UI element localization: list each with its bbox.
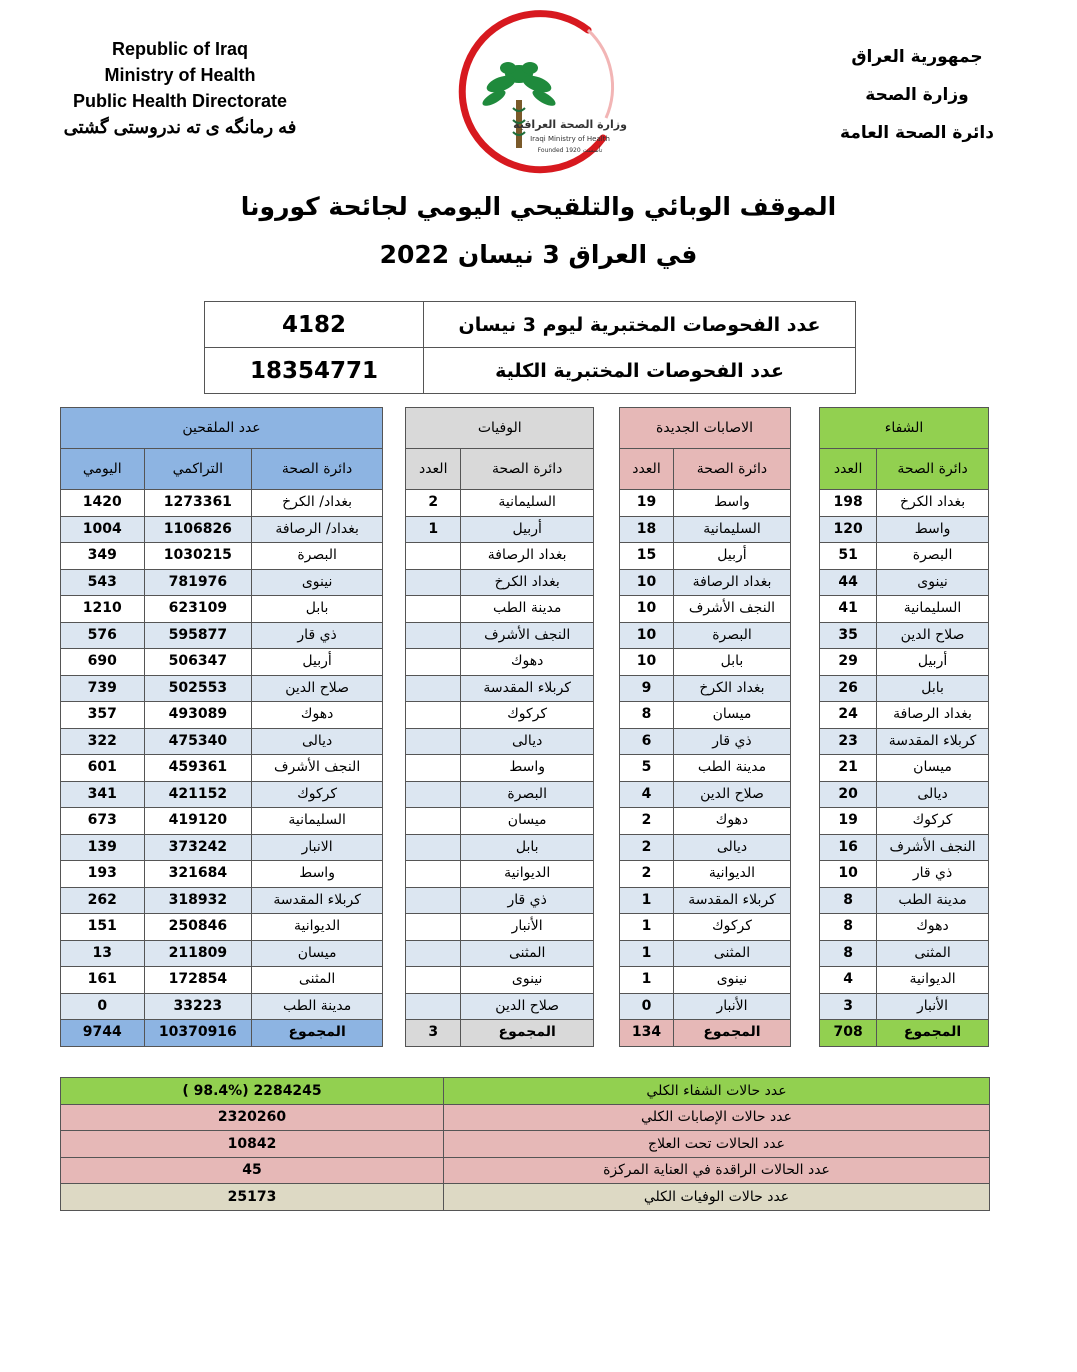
- vaccinated-cumulative: 421152: [144, 781, 252, 808]
- vaccinated-cumulative: 781976: [144, 569, 252, 596]
- table-row: [61, 596, 989, 623]
- deaths-count: [406, 967, 461, 994]
- header-country-en: Republic of Iraq: [111, 39, 248, 59]
- cases-directorate: بغداد الرصافة: [674, 569, 790, 596]
- governorate-rows: [61, 490, 989, 1020]
- vaccinated-cumulative: 373242: [144, 834, 252, 861]
- deaths-count: [406, 834, 461, 861]
- recovered-total: 708: [820, 1020, 877, 1047]
- vaccinated-daily: 0: [61, 993, 145, 1020]
- vaccinated-daily: 543: [61, 569, 145, 596]
- cases-directorate: مدينة الطب: [674, 755, 790, 782]
- vaccinated-daily: 739: [61, 675, 145, 702]
- active-cases-value: 10842: [61, 1131, 444, 1158]
- vaccinated-daily: 1420: [61, 490, 145, 517]
- vaccinated-directorate: بغداد/ الرصافة: [252, 516, 383, 543]
- summary-table: [60, 1077, 990, 1211]
- deaths-count: [406, 728, 461, 755]
- table-row: [61, 516, 989, 543]
- cases-count: 0: [619, 993, 674, 1020]
- recovered-count: 8: [820, 940, 877, 967]
- cases-count-header: العدد: [619, 449, 674, 490]
- vaccinated-directorate: الديوانية: [252, 914, 383, 941]
- cases-count: 1: [619, 940, 674, 967]
- report-date-line: في العراق 3 نيسان 2022: [379, 240, 698, 269]
- summary-row-icu-cases: [61, 1157, 990, 1184]
- vaccinated-daily: 690: [61, 649, 145, 676]
- vaccinated-section-header: عدد الملقحين: [61, 408, 383, 449]
- cases-count: 10: [619, 569, 674, 596]
- cases-directorate: بغداد الكرخ: [674, 675, 790, 702]
- logo-founded: Founded 1920 تأسست: [537, 147, 603, 154]
- total-recovered-value: 2284245 (98.4% ): [61, 1078, 444, 1105]
- recovered-directorate: ذي قار: [877, 861, 989, 888]
- cases-directorate: كربلاء المقدسة: [674, 887, 790, 914]
- deaths-directorate: الأنبار: [461, 914, 594, 941]
- recovered-count: 24: [820, 702, 877, 729]
- icu-cases-label: عدد الحالات الراقدة في العناية المركزة: [444, 1157, 990, 1184]
- deaths-count: [406, 755, 461, 782]
- recovered-directorate: البصرة: [877, 543, 989, 570]
- cases-directorate: بابل: [674, 649, 790, 676]
- recovered-directorate: السليمانية: [877, 596, 989, 623]
- deaths-total: 3: [406, 1020, 461, 1047]
- total-cases-label: عدد حالات الإصابات الكلي: [444, 1104, 990, 1131]
- section-header-row: [61, 408, 989, 449]
- table-row: [61, 755, 989, 782]
- deaths-directorate: بابل: [461, 834, 594, 861]
- deaths-directorate: صلاح الدين: [461, 993, 594, 1020]
- deaths-count: [406, 702, 461, 729]
- recovered-count: 44: [820, 569, 877, 596]
- daily-tests-value: 4182: [205, 302, 424, 348]
- recovered-directorate: النجف الأشرف: [877, 834, 989, 861]
- deaths-count: [406, 781, 461, 808]
- deaths-total-label: المجموع: [461, 1020, 594, 1047]
- recovered-directorate: بغداد الكرخ: [877, 490, 989, 517]
- vaccinated-daily: 193: [61, 861, 145, 888]
- vaccinated-daily: 673: [61, 808, 145, 835]
- cases-count: 5: [619, 755, 674, 782]
- deaths-directorate: بغداد الكرخ: [461, 569, 594, 596]
- table-row: [61, 781, 989, 808]
- vaccinated-directorate: مدينة الطب: [252, 993, 383, 1020]
- table-row: [61, 993, 989, 1020]
- deaths-directorate: كربلاء المقدسة: [461, 675, 594, 702]
- vaccinated-cumulative: 623109: [144, 596, 252, 623]
- recovered-directorate: نينوى: [877, 569, 989, 596]
- vaccinated-daily-total: 9744: [61, 1020, 145, 1047]
- recovered-directorate: صلاح الدين: [877, 622, 989, 649]
- vaccinated-cumulative: 211809: [144, 940, 252, 967]
- deaths-count: [406, 808, 461, 835]
- table-row: [61, 914, 989, 941]
- recovered-count: 51: [820, 543, 877, 570]
- vaccinated-directorate: نينوى: [252, 569, 383, 596]
- cases-directorate: البصرة: [674, 622, 790, 649]
- summary-row-total-deaths: [61, 1184, 990, 1211]
- cases-directorate: ديالى: [674, 834, 790, 861]
- deaths-directorate: ذي قار: [461, 887, 594, 914]
- cases-directorate: ميسان: [674, 702, 790, 729]
- recovered-directorate: المثنى: [877, 940, 989, 967]
- total-tests-label: عدد الفحوصات المختبرية الكلية: [424, 348, 856, 394]
- vaccinated-daily: 322: [61, 728, 145, 755]
- totals-row: [61, 1020, 989, 1047]
- deaths-count: [406, 993, 461, 1020]
- vaccinated-directorate: واسط: [252, 861, 383, 888]
- recovered-directorate: ميسان: [877, 755, 989, 782]
- table-row: [61, 569, 989, 596]
- recovered-directorate: ديالى: [877, 781, 989, 808]
- vaccinated-daily: 151: [61, 914, 145, 941]
- cases-directorate: المثنى: [674, 940, 790, 967]
- deaths-directorate: مدينة الطب: [461, 596, 594, 623]
- vaccinated-total-label: المجموع: [252, 1020, 383, 1047]
- cases-total: 134: [619, 1020, 674, 1047]
- vaccinated-cumulative: 250846: [144, 914, 252, 941]
- cases-count: 9: [619, 675, 674, 702]
- cases-directorate: واسط: [674, 490, 790, 517]
- cases-directorate: ذي قار: [674, 728, 790, 755]
- deaths-directorate: ديالى: [461, 728, 594, 755]
- vaccinated-cumulative: 595877: [144, 622, 252, 649]
- total-tests-row: [205, 348, 856, 394]
- table-row: [61, 490, 989, 517]
- deaths-directorate: دهوك: [461, 649, 594, 676]
- recovered-directorate: الأنبار: [877, 993, 989, 1020]
- vaccinated-cumulative: 318932: [144, 887, 252, 914]
- table-row: [61, 940, 989, 967]
- ministry-logo: [438, 8, 638, 178]
- vaccinated-cumulative: 506347: [144, 649, 252, 676]
- table-row: [61, 675, 989, 702]
- vaccinated-directorate: البصرة: [252, 543, 383, 570]
- header-directorate-ar: دائرة الصحة العامة: [840, 123, 994, 143]
- deaths-count: [406, 914, 461, 941]
- deaths-directorate: أربيل: [461, 516, 594, 543]
- icu-cases-value: 45: [61, 1157, 444, 1184]
- vaccinated-directorate: المثنى: [252, 967, 383, 994]
- recovered-count: 8: [820, 887, 877, 914]
- report-title: الموقف الوبائي والتلقيحي اليومي لجائحة كورونا: [240, 192, 837, 221]
- deaths-directorate: نينوى: [461, 967, 594, 994]
- recovered-count-header: العدد: [820, 449, 877, 490]
- table-row: [61, 702, 989, 729]
- vaccinated-daily: 13: [61, 940, 145, 967]
- recovered-count: 26: [820, 675, 877, 702]
- table-row: [61, 649, 989, 676]
- recovered-directorate: كربلاء المقدسة: [877, 728, 989, 755]
- deaths-count: 1: [406, 516, 461, 543]
- table-row: [61, 834, 989, 861]
- vaccinated-daily: 1004: [61, 516, 145, 543]
- vaccinated-daily: 1210: [61, 596, 145, 623]
- recovered-directorate-header: دائرة الصحة: [877, 449, 989, 490]
- cases-count: 2: [619, 861, 674, 888]
- cases-count: 8: [619, 702, 674, 729]
- cases-directorate: السليمانية: [674, 516, 790, 543]
- active-cases-label: عدد الحالات تحت العلاج: [444, 1131, 990, 1158]
- vaccinated-daily: 139: [61, 834, 145, 861]
- table-row: [61, 861, 989, 888]
- vaccinated-daily: 161: [61, 967, 145, 994]
- deaths-directorate: السليمانية: [461, 490, 594, 517]
- cases-count: 6: [619, 728, 674, 755]
- total-recovered-label: عدد حالات الشفاء الكلي: [444, 1078, 990, 1105]
- total-deaths-label: عدد حالات الوفيات الكلي: [444, 1184, 990, 1211]
- vaccinated-directorate: ديالى: [252, 728, 383, 755]
- cases-count: 1: [619, 887, 674, 914]
- cases-directorate: الديوانية: [674, 861, 790, 888]
- header-right-block: [827, 38, 1007, 152]
- recovered-count: 120: [820, 516, 877, 543]
- summary-row-total-cases: [61, 1104, 990, 1131]
- logo-arabic-name: وزارة الصحة العراقية: [513, 118, 627, 131]
- deaths-directorate: واسط: [461, 755, 594, 782]
- recovered-count: 21: [820, 755, 877, 782]
- recovered-directorate: الديوانية: [877, 967, 989, 994]
- deaths-count: [406, 596, 461, 623]
- summary-row-active-cases: [61, 1131, 990, 1158]
- vaccinated-cumulative: 419120: [144, 808, 252, 835]
- column-header-row: [61, 449, 989, 490]
- recovered-count: 35: [820, 622, 877, 649]
- vaccinated-cumulative: 1106826: [144, 516, 252, 543]
- vaccinated-directorate: كركوك: [252, 781, 383, 808]
- cases-count: 2: [619, 834, 674, 861]
- vaccinated-daily: 341: [61, 781, 145, 808]
- logo-english-name: Iraqi Ministry of Health: [530, 135, 610, 143]
- vaccinated-directorate: ذي قار: [252, 622, 383, 649]
- vaccinated-daily: 357: [61, 702, 145, 729]
- recovered-directorate: بابل: [877, 675, 989, 702]
- deaths-directorate: المثنى: [461, 940, 594, 967]
- vaccinated-daily-header: اليومي: [61, 449, 145, 490]
- deaths-directorate: ميسان: [461, 808, 594, 835]
- vaccinated-cumulative: 475340: [144, 728, 252, 755]
- cases-count: 10: [619, 622, 674, 649]
- governorate-stats-table: [60, 407, 989, 1047]
- table-row: [61, 622, 989, 649]
- header-ministry-en: Ministry of Health: [104, 65, 256, 85]
- vaccinated-directorate: صلاح الدين: [252, 675, 383, 702]
- vaccinated-cumulative: 172854: [144, 967, 252, 994]
- vaccinated-cumulative-total: 10370916: [144, 1020, 252, 1047]
- recovered-count: 23: [820, 728, 877, 755]
- deaths-count: [406, 569, 461, 596]
- header-directorate-ku: فه رمانگه ی ته ندروستی گشتی: [63, 117, 297, 137]
- header-left-block: [50, 36, 310, 140]
- deaths-count: 2: [406, 490, 461, 517]
- recovered-count: 198: [820, 490, 877, 517]
- cases-count: 4: [619, 781, 674, 808]
- deaths-directorate-header: دائرة الصحة: [461, 449, 594, 490]
- cases-count: 10: [619, 649, 674, 676]
- cases-count: 19: [619, 490, 674, 517]
- vaccinated-directorate-header: دائرة الصحة: [252, 449, 383, 490]
- recovered-directorate: كركوك: [877, 808, 989, 835]
- deaths-count: [406, 543, 461, 570]
- total-tests-value: 18354771: [205, 348, 424, 394]
- recovered-directorate: أربيل: [877, 649, 989, 676]
- recovered-count: 29: [820, 649, 877, 676]
- deaths-count: [406, 861, 461, 888]
- cases-directorate: كركوك: [674, 914, 790, 941]
- deaths-directorate: بغداد الرصافة: [461, 543, 594, 570]
- deaths-count: [406, 622, 461, 649]
- deaths-count-header: العدد: [406, 449, 461, 490]
- cases-directorate: دهوك: [674, 808, 790, 835]
- deaths-count: [406, 675, 461, 702]
- deaths-count: [406, 649, 461, 676]
- vaccinated-cumulative: 321684: [144, 861, 252, 888]
- cases-count: 10: [619, 596, 674, 623]
- vaccinated-directorate: ميسان: [252, 940, 383, 967]
- recovered-directorate: بغداد الرصافة: [877, 702, 989, 729]
- summary-rows: [61, 1078, 990, 1211]
- header-directorate-en: Public Health Directorate: [72, 91, 288, 111]
- daily-tests-row: [205, 302, 856, 348]
- recovered-count: 10: [820, 861, 877, 888]
- summary-row-total-recovered: [61, 1078, 990, 1105]
- recovered-total-label: المجموع: [877, 1020, 989, 1047]
- recovered-count: 19: [820, 808, 877, 835]
- cases-count: 1: [619, 914, 674, 941]
- vaccinated-directorate: كربلاء المقدسة: [252, 887, 383, 914]
- deaths-directorate: كركوك: [461, 702, 594, 729]
- vaccinated-daily: 601: [61, 755, 145, 782]
- cases-directorate: النجف الأشرف: [674, 596, 790, 623]
- cases-directorate: أربيل: [674, 543, 790, 570]
- vaccinated-daily: 349: [61, 543, 145, 570]
- new-cases-section-header: الاصابات الجديدة: [619, 408, 790, 449]
- total-deaths-value: 25173: [61, 1184, 444, 1211]
- cases-total-label: المجموع: [674, 1020, 790, 1047]
- recovered-directorate: واسط: [877, 516, 989, 543]
- table-row: [61, 967, 989, 994]
- vaccinated-cumulative: 1273361: [144, 490, 252, 517]
- header-ministry-ar: وزارة الصحة: [865, 85, 969, 105]
- deaths-directorate: الديوانية: [461, 861, 594, 888]
- recovered-count: 8: [820, 914, 877, 941]
- table-row: [61, 808, 989, 835]
- table-row: [61, 887, 989, 914]
- deaths-count: [406, 940, 461, 967]
- vaccinated-directorate: بابل: [252, 596, 383, 623]
- cases-directorate-header: دائرة الصحة: [674, 449, 790, 490]
- vaccinated-cumulative: 502553: [144, 675, 252, 702]
- vaccinated-directorate: دهوك: [252, 702, 383, 729]
- vaccinated-directorate: السليمانية: [252, 808, 383, 835]
- vaccinated-directorate: بغداد/ الكرخ: [252, 490, 383, 517]
- recovered-directorate: مدينة الطب: [877, 887, 989, 914]
- cases-count: 18: [619, 516, 674, 543]
- table-row: [61, 728, 989, 755]
- cases-directorate: صلاح الدين: [674, 781, 790, 808]
- table-row: [61, 543, 989, 570]
- deaths-section-header: الوفيات: [406, 408, 594, 449]
- vaccinated-daily: 576: [61, 622, 145, 649]
- recovered-count: 20: [820, 781, 877, 808]
- lab-tests-table: [204, 301, 856, 394]
- cases-count: 15: [619, 543, 674, 570]
- vaccinated-cumulative: 459361: [144, 755, 252, 782]
- vaccinated-cumulative: 33223: [144, 993, 252, 1020]
- cases-count: 1: [619, 967, 674, 994]
- deaths-directorate: البصرة: [461, 781, 594, 808]
- vaccinated-directorate: الانبار: [252, 834, 383, 861]
- recovered-count: 41: [820, 596, 877, 623]
- vaccinated-daily: 262: [61, 887, 145, 914]
- total-cases-value: 2320260: [61, 1104, 444, 1131]
- vaccinated-cumulative-header: التراكمي: [144, 449, 252, 490]
- cases-count: 2: [619, 808, 674, 835]
- recovered-count: 4: [820, 967, 877, 994]
- vaccinated-directorate: أربيل: [252, 649, 383, 676]
- vaccinated-cumulative: 1030215: [144, 543, 252, 570]
- recovered-section-header: الشفاء: [820, 408, 989, 449]
- cases-directorate: نينوى: [674, 967, 790, 994]
- vaccinated-directorate: النجف الأشرف: [252, 755, 383, 782]
- daily-tests-label: عدد الفحوصات المختبرية ليوم 3 نيسان: [424, 302, 856, 348]
- recovered-count: 16: [820, 834, 877, 861]
- deaths-count: [406, 887, 461, 914]
- deaths-directorate: النجف الأشرف: [461, 622, 594, 649]
- recovered-directorate: دهوك: [877, 914, 989, 941]
- cases-directorate: الأنبار: [674, 993, 790, 1020]
- recovered-count: 3: [820, 993, 877, 1020]
- header-country-ar: جمهورية العراق: [851, 47, 983, 67]
- vaccinated-cumulative: 493089: [144, 702, 252, 729]
